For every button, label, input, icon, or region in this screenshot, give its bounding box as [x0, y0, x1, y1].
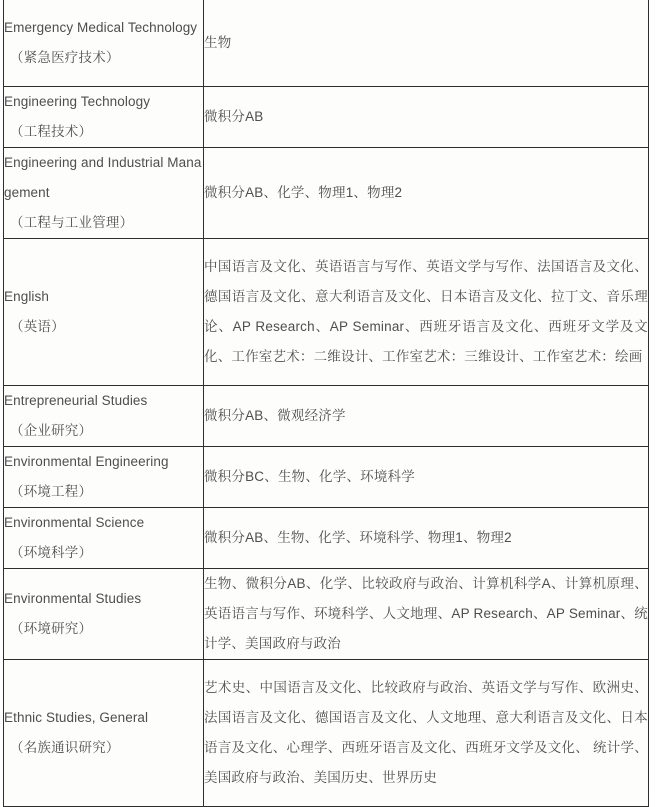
- courses-list: 艺术史、中国语言及文化、比较政府与政治、英语文学与写作、欧洲史、法国语言及文化、德国语言及文化、人文地理、意大利语言及文化、日本语言及文化、心理学、西班牙语言及文化、西班牙文学及文化、 统计学、美国政府与政治、美国历史、世界历史: [204, 680, 648, 785]
- courses-list: 微积分AB、化学、物理1、物理2: [204, 185, 403, 200]
- courses-cell: [204, 0, 649, 87]
- courses-cell: [204, 447, 649, 508]
- major-name-en: Emergency Medical Technology: [4, 20, 198, 35]
- courses-list: 微积分BC、生物、化学、环境科学: [204, 469, 415, 484]
- major-name-en: Environmental Engineering: [4, 454, 169, 469]
- courses-cell: [204, 508, 649, 569]
- courses-list: 微积分AB: [204, 109, 264, 124]
- courses-cell: [204, 148, 649, 239]
- major-cell: [4, 447, 204, 508]
- major-cell: [4, 87, 204, 148]
- major-cell: [4, 0, 204, 87]
- table-row: [4, 447, 649, 508]
- table-row: [4, 569, 649, 660]
- courses-cell: [204, 660, 649, 807]
- major-cell: [4, 660, 204, 807]
- table-row: [4, 386, 649, 447]
- courses-list: 微积分AB、微观经济学: [204, 408, 346, 423]
- courses-cell: [204, 569, 649, 660]
- courses-list: 微积分AB、生物、化学、环境科学、物理1、物理2: [204, 530, 512, 545]
- major-name-zh: （工程技术）: [10, 124, 93, 139]
- major-name-en: Entrepreneurial Studies: [4, 393, 148, 408]
- major-name-zh: （名族通识研究）: [10, 740, 120, 755]
- table-row: [4, 660, 649, 807]
- major-cell: [4, 239, 204, 386]
- courses-cell: [204, 386, 649, 447]
- major-name-zh: （环境研究）: [10, 621, 93, 636]
- table-row: [4, 508, 649, 569]
- major-name-en: English: [4, 289, 49, 304]
- courses-list: 生物、微积分AB、化学、比较政府与政治、计算机科学A、计算机原理、英语语言与写作、环境科学、人文地理、AP Research、AP Seminar、统计学、美国政府与政治: [204, 576, 648, 651]
- major-name-zh: （工程与工业管理）: [10, 215, 134, 230]
- major-cell: [4, 569, 204, 660]
- major-name-en: Engineering Technology: [4, 94, 151, 109]
- major-name-en: Environmental Science: [4, 515, 145, 530]
- table-row: [4, 87, 649, 148]
- courses-cell: [204, 87, 649, 148]
- courses-list: 生物: [204, 35, 232, 50]
- major-name-zh: （环境科学）: [10, 545, 93, 560]
- table-row: [4, 0, 649, 87]
- major-name-zh: （环境工程）: [10, 484, 93, 499]
- major-name-zh: （企业研究）: [10, 423, 93, 438]
- major-cell: [4, 386, 204, 447]
- major-name-zh: （英语）: [10, 319, 65, 334]
- major-name-zh: （紧急医疗技术）: [10, 50, 120, 65]
- table-body: [4, 0, 649, 807]
- major-name-en: Engineering and Industrial Management: [4, 155, 202, 200]
- table-row: [4, 239, 649, 386]
- major-course-table: [3, 0, 649, 807]
- courses-list: 中国语言及文化、英语语言与写作、英语文学与写作、法国语言及文化、德国语言及文化、意大利语言及文化、日本语言及文化、拉丁文、音乐理论、AP Research、AP Seminar、西班牙语言及文化、西班牙文学及文化、工作室艺术：二维设计、工作室艺术：三维设计、工作室艺术：绘画: [204, 259, 648, 364]
- major-cell: [4, 508, 204, 569]
- major-name-en: Environmental Studies: [4, 591, 142, 606]
- courses-cell: [204, 239, 649, 386]
- table-row: [4, 148, 649, 239]
- major-cell: [4, 148, 204, 239]
- major-name-en: Ethnic Studies, General: [4, 710, 149, 725]
